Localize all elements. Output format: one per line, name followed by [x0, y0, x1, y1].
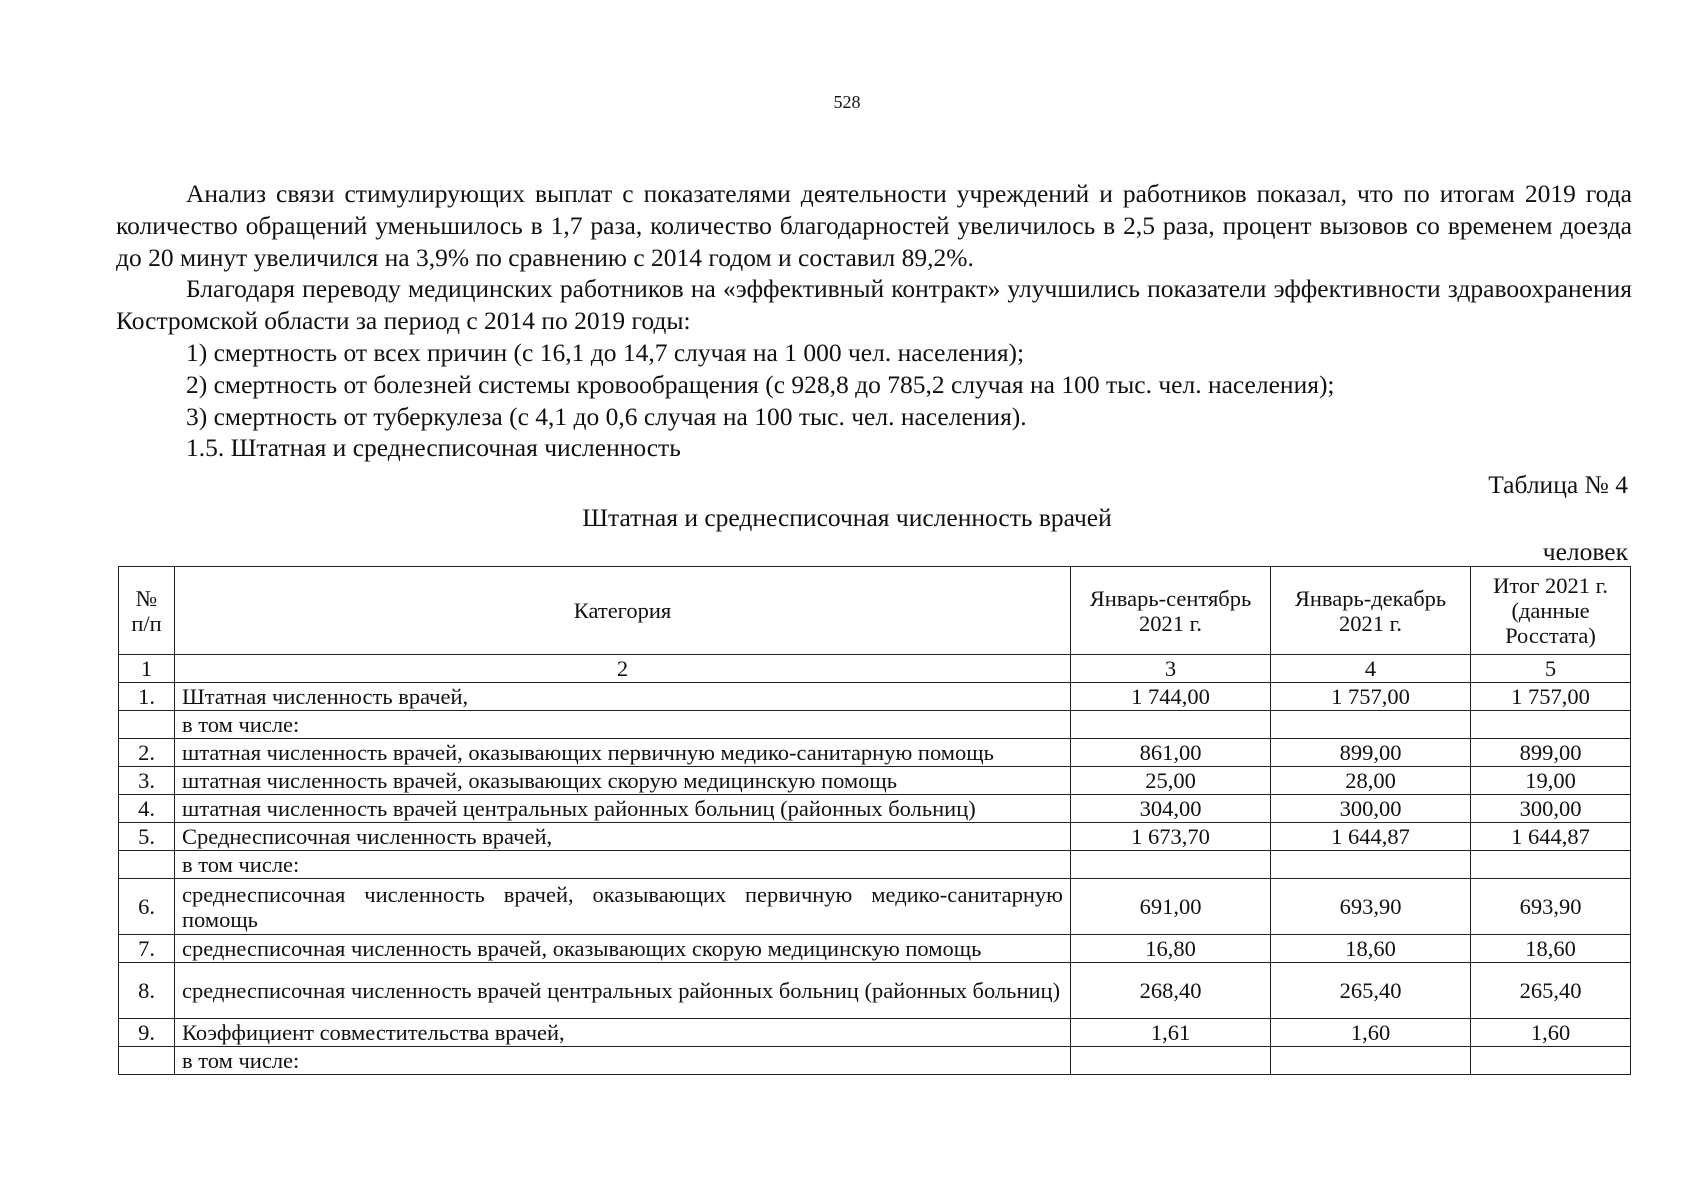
- row-category: Среднесписочная численность врачей,: [175, 823, 1071, 851]
- row-category: в том числе:: [175, 711, 1071, 739]
- row-value-total: [1471, 851, 1631, 879]
- table-unit: человек: [1542, 537, 1628, 566]
- row-value-jan-dec: 18,60: [1271, 935, 1471, 963]
- row-value-jan-sep: [1071, 1047, 1271, 1075]
- row-value-jan-dec: [1271, 851, 1471, 879]
- row-category: среднесписочная численность врачей центральных районных больниц (районных больниц): [175, 963, 1071, 1019]
- row-category: в том числе:: [175, 851, 1071, 879]
- table-row: [119, 1047, 1631, 1075]
- paragraph: Благодаря переводу медицинских работников на «эффективный контракт» улучшились показатели эффективности здравоохранения Костромской области за период с 2014 по 2019 годы:: [116, 274, 1632, 336]
- row-value-total: [1471, 711, 1631, 739]
- row-category: среднесписочная численность врачей, оказывающих первичную медико-санитарную помощь: [175, 879, 1071, 935]
- table-label: Таблица № 4: [1488, 470, 1628, 499]
- table-row: [119, 851, 1631, 879]
- row-value-jan-dec: [1271, 1047, 1471, 1075]
- table-row: [119, 935, 1631, 963]
- column-number: 1: [119, 655, 175, 683]
- row-num: 9.: [119, 1019, 175, 1047]
- column-number: 3: [1071, 655, 1271, 683]
- row-num: 7.: [119, 935, 175, 963]
- table-row: [119, 739, 1631, 767]
- column-number-row: [119, 655, 1631, 683]
- header-category: Категория: [175, 567, 1071, 655]
- row-category: Коэффициент совместительства врачей,: [175, 1019, 1071, 1047]
- row-value-total: 1 757,00: [1471, 683, 1631, 711]
- row-num: 3.: [119, 767, 175, 795]
- row-value-jan-dec: 899,00: [1271, 739, 1471, 767]
- list-item: 1) смертность от всех причин (с 16,1 до 14,7 случая на 1 000 чел. населения);: [186, 337, 1025, 367]
- row-num: 1.: [119, 683, 175, 711]
- row-value-jan-sep: 1 673,70: [1071, 823, 1271, 851]
- list-item: 3) смертность от туберкулеза (с 4,1 до 0,6 случая на 100 тыс. чел. населения).: [186, 401, 1027, 431]
- row-value-jan-dec: 693,90: [1271, 879, 1471, 935]
- row-value-jan-dec: 28,00: [1271, 767, 1471, 795]
- row-num: [119, 1047, 175, 1075]
- row-value-total: 18,60: [1471, 935, 1631, 963]
- row-value-jan-sep: 16,80: [1071, 935, 1271, 963]
- table-title: Штатная и среднесписочная численность врачей: [582, 503, 1112, 532]
- row-value-total: 300,00: [1471, 795, 1631, 823]
- table-row: [119, 1019, 1631, 1047]
- row-num: 5.: [119, 823, 175, 851]
- header-jan-sep: Январь-сентябрь 2021 г.: [1071, 567, 1271, 655]
- column-number: 2: [175, 655, 1071, 683]
- row-category: штатная численность врачей центральных районных больниц (районных больниц): [175, 795, 1071, 823]
- row-value-jan-dec: 1 644,87: [1271, 823, 1471, 851]
- paragraph: Анализ связи стимулирующих выплат с показателями деятельности учреждений и работников показал, что по итогам 2019 года количество обращений уменьшилось в 1,7 раза, количество благодарностей увеличилось в 2,5 раза, процент вызовов со временем доезда до 20 минут увеличился на 3,9% по сравнению с 2014 годом и составил 89,2%.: [116, 179, 1632, 272]
- row-category: в том числе:: [175, 1047, 1071, 1075]
- row-category: среднесписочная численность врачей, оказывающих скорую медицинскую помощь: [175, 935, 1071, 963]
- row-value-jan-sep: 691,00: [1071, 879, 1271, 935]
- page-number: 528: [833, 92, 861, 112]
- table-row: [119, 683, 1631, 711]
- column-number: 4: [1271, 655, 1471, 683]
- table-row: [119, 879, 1631, 935]
- row-value-total: 899,00: [1471, 739, 1631, 767]
- row-num: 2.: [119, 739, 175, 767]
- row-value-jan-dec: 265,40: [1271, 963, 1471, 1019]
- row-category: штатная численность врачей, оказывающих первичную медико-санитарную помощь: [175, 739, 1071, 767]
- row-value-total: 693,90: [1471, 879, 1631, 935]
- table-header-row: [119, 567, 1631, 655]
- row-value-total: 1,60: [1471, 1019, 1631, 1047]
- row-value-jan-sep: 304,00: [1071, 795, 1271, 823]
- row-value-jan-sep: 25,00: [1071, 767, 1271, 795]
- row-value-total: 1 644,87: [1471, 823, 1631, 851]
- table-row: [119, 711, 1631, 739]
- header-jan-dec: Январь-декабрь 2021 г.: [1271, 567, 1471, 655]
- header-num: № п/п: [119, 567, 175, 655]
- row-value-total: 265,40: [1471, 963, 1631, 1019]
- list-item: 2) смертность от болезней системы кровообращения (с 928,8 до 785,2 случая на 100 тыс. чел. населения);: [186, 369, 1335, 399]
- table-row: [119, 767, 1631, 795]
- table-row: [119, 963, 1631, 1019]
- row-category: Штатная численность врачей,: [175, 683, 1071, 711]
- row-value-jan-dec: 1,60: [1271, 1019, 1471, 1047]
- header-total: Итог 2021 г. (данные Росстата): [1471, 567, 1631, 655]
- row-num: 8.: [119, 963, 175, 1019]
- data-table: [118, 566, 1631, 1075]
- row-value-jan-sep: [1071, 851, 1271, 879]
- row-num: 4.: [119, 795, 175, 823]
- row-value-total: 19,00: [1471, 767, 1631, 795]
- table-row: [119, 823, 1631, 851]
- row-value-jan-sep: 268,40: [1071, 963, 1271, 1019]
- row-num: [119, 711, 175, 739]
- section-heading: 1.5. Штатная и среднесписочная численность: [186, 433, 681, 463]
- row-value-total: [1471, 1047, 1631, 1075]
- row-value-jan-sep: 1,61: [1071, 1019, 1271, 1047]
- row-value-jan-dec: [1271, 711, 1471, 739]
- row-num: [119, 851, 175, 879]
- row-value-jan-dec: 300,00: [1271, 795, 1471, 823]
- row-value-jan-sep: 861,00: [1071, 739, 1271, 767]
- row-value-jan-sep: 1 744,00: [1071, 683, 1271, 711]
- body-text: [116, 178, 1632, 464]
- row-num: 6.: [119, 879, 175, 935]
- column-number: 5: [1471, 655, 1631, 683]
- table-row: [119, 795, 1631, 823]
- row-value-jan-sep: [1071, 711, 1271, 739]
- row-category: штатная численность врачей, оказывающих скорую медицинскую помощь: [175, 767, 1071, 795]
- row-value-jan-dec: 1 757,00: [1271, 683, 1471, 711]
